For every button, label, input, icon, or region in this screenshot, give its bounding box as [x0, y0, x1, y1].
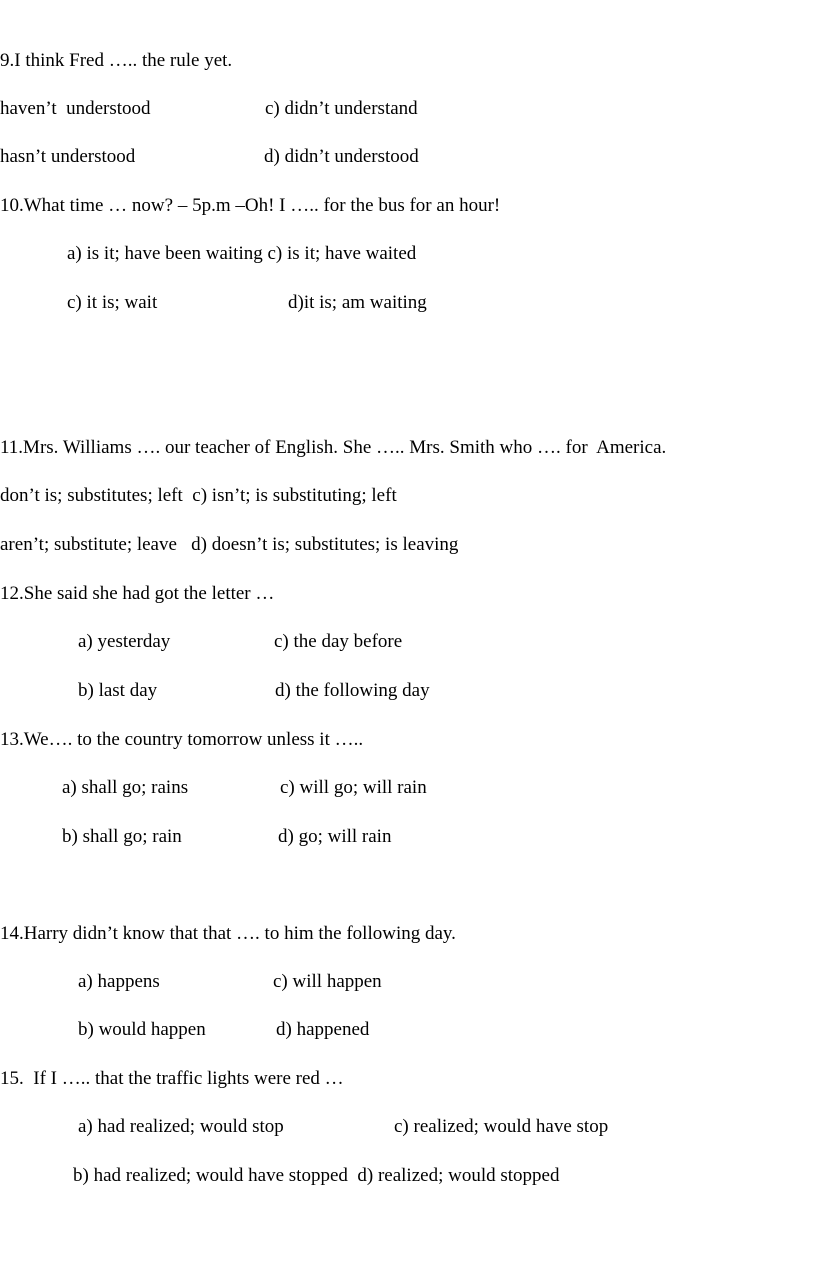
question-13-option: a) shall go; rains: [62, 777, 189, 798]
question-10-stem: 10.What time … now? – 5p.m –Oh! I ….. for the bus for an hour!: [0, 195, 501, 216]
question-13-stem: 13.We…. to the country tomorrow unless it …..: [0, 729, 364, 750]
question-10-option: d)it is; am waiting: [288, 292, 427, 313]
question-15-stem: 15. If I ….. that the traffic lights were red …: [0, 1068, 344, 1089]
question-9-option: haven’t understood: [0, 98, 151, 119]
question-12-option: a) yesterday: [78, 631, 171, 652]
question-13-option: c) will go; will rain: [280, 777, 427, 798]
question-13-option: b) shall go; rain: [62, 826, 182, 847]
question-12-option: d) the following day: [275, 680, 430, 701]
question-12-option: c) the day before: [274, 631, 403, 652]
question-13-option: d) go; will rain: [278, 826, 392, 847]
question-10-option: c) it is; wait: [67, 292, 158, 313]
question-15-option: c) realized; would have stop: [394, 1116, 609, 1137]
question-9-stem: 9.I think Fred ….. the rule yet.: [0, 50, 233, 71]
question-15-option: a) had realized; would stop: [78, 1116, 284, 1137]
question-11-stem: 11.Mrs. Williams …. our teacher of English. She ….. Mrs. Smith who …. for America.: [0, 437, 667, 458]
question-14-option: d) happened: [276, 1019, 370, 1040]
question-14-option: b) would happen: [78, 1019, 206, 1040]
question-15-option: b) had realized; would have stopped d) realized; would stopped: [73, 1165, 560, 1186]
question-9-option: d) didn’t understood: [264, 146, 419, 167]
question-9-option: hasn’t understood: [0, 146, 136, 167]
question-12-stem: 12.She said she had got the letter …: [0, 583, 275, 604]
question-11-option: don’t is; substitutes; left c) isn’t; is substituting; left: [0, 485, 397, 506]
question-9-option: c) didn’t understand: [265, 98, 418, 119]
question-14-stem: 14.Harry didn’t know that that …. to him the following day.: [0, 923, 456, 944]
question-11-option: aren’t; substitute; leave d) doesn’t is; substitutes; is leaving: [0, 534, 459, 555]
question-14-option: c) will happen: [273, 971, 382, 992]
question-10-option: a) is it; have been waiting c) is it; have waited: [67, 243, 417, 264]
question-12-option: b) last day: [78, 680, 158, 701]
question-14-option: a) happens: [78, 971, 160, 992]
